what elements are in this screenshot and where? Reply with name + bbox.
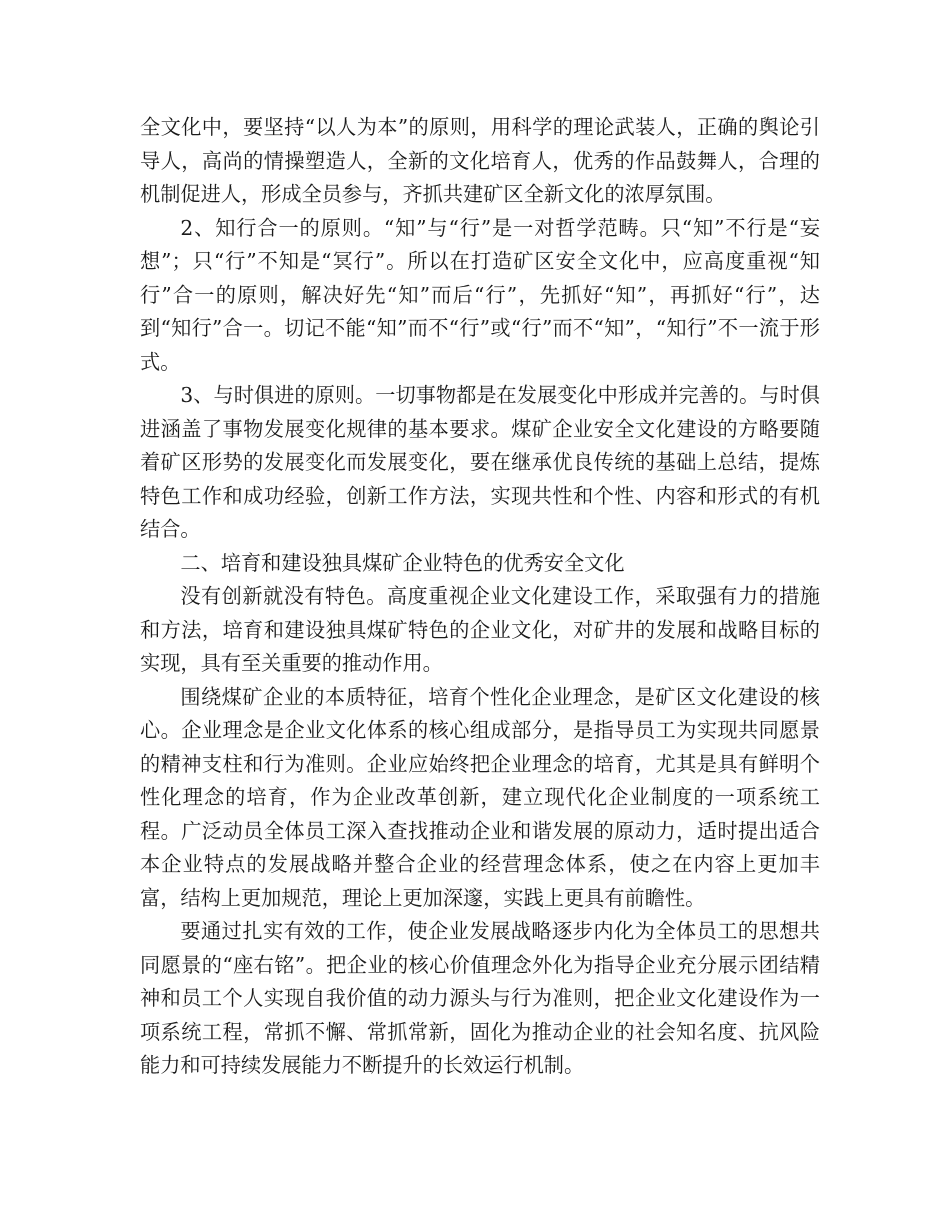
paragraph-enterprise-concept: 围绕煤矿企业的本质特征，培育个性化企业理念，是矿区文化建设的核心。企业理念是企业文化体系的核心组成部分，是指导员工为实现共同愿景的精神支柱和行为准则。企业应始终把企业理念的培育，尤其是具有鲜明个性化理念的培育，作为企业改革创新，建立现代化企业制度的一项系统工程。广泛动员全体员工深入查找推动企业和谐发展的原动力，适时提出适合本企业特点的发展战略并整合企业的经营理念体系，使之在内容上更加丰富，结构上更加规范，理论上更加深邃，实践上更具有前瞻性。 <box>140 684 820 910</box>
paragraph-strategy: 要通过扎实有效的工作，使企业发展战略逐步内化为全体员工的思想共同愿景的“座右铭”。把企业的核心价值理念外化为指导企业充分展示团结精神和员工个人实现自我价值的动力源头与行为准则，把企业文化建设作为一项系统工程，常抓不懈、常抓常新，固化为推动企业的社会知名度、抗风险能力和可持续发展能力不断提升的长效运行机制。 <box>140 919 820 1077</box>
paragraph-continuation: 全文化中，要坚持“以人为本”的原则，用科学的理论武装人，正确的舆论引导人，高尚的情操塑造人，全新的文化培育人，优秀的作品鼓舞人，合理的机制促进人，形成全员参与，齐抓共建矿区全新文化的浓厚氛围。 <box>140 115 820 206</box>
section-heading: 二、培育和建设独具煤矿企业特色的优秀安全文化 <box>180 550 625 575</box>
paragraph-principle-3: 3、与时俱进的原则。一切事物都是在发展变化中形成并完善的。与时俱进涵盖了事物发展变化规律的基本要求。煤矿企业安全文化建设的方略要随着矿区形势的发展变化而发展变化，要在继承优良传统的基础上总结，提炼特色工作和成功经验，创新工作方法，实现共性和个性、内容和形式的有机结合。 <box>140 383 820 541</box>
paragraph-innovation: 没有创新就没有特色。高度重视企业文化建设工作，采取强有力的措施和方法，培育和建设独具煤矿特色的企业文化，对矿井的发展和战略目标的实现，具有至关重要的推动作用。 <box>140 584 820 675</box>
document-body <box>140 111 820 1083</box>
paragraph-principle-2: 2、知行合一的原则。“知”与“行”是一对哲学范畴。只“知”不行是“妄想”；只“行”不知是“冥行”。所以在打造矿区安全文化中，应高度重视“知行”合一的原则，解决好先“知”而后“行”，先抓好“知”，再抓好“行”，达到“知行”合一。切记不能“知”而不“行”或“行”而不“知”，“知行”不一流于形式。 <box>140 215 820 374</box>
